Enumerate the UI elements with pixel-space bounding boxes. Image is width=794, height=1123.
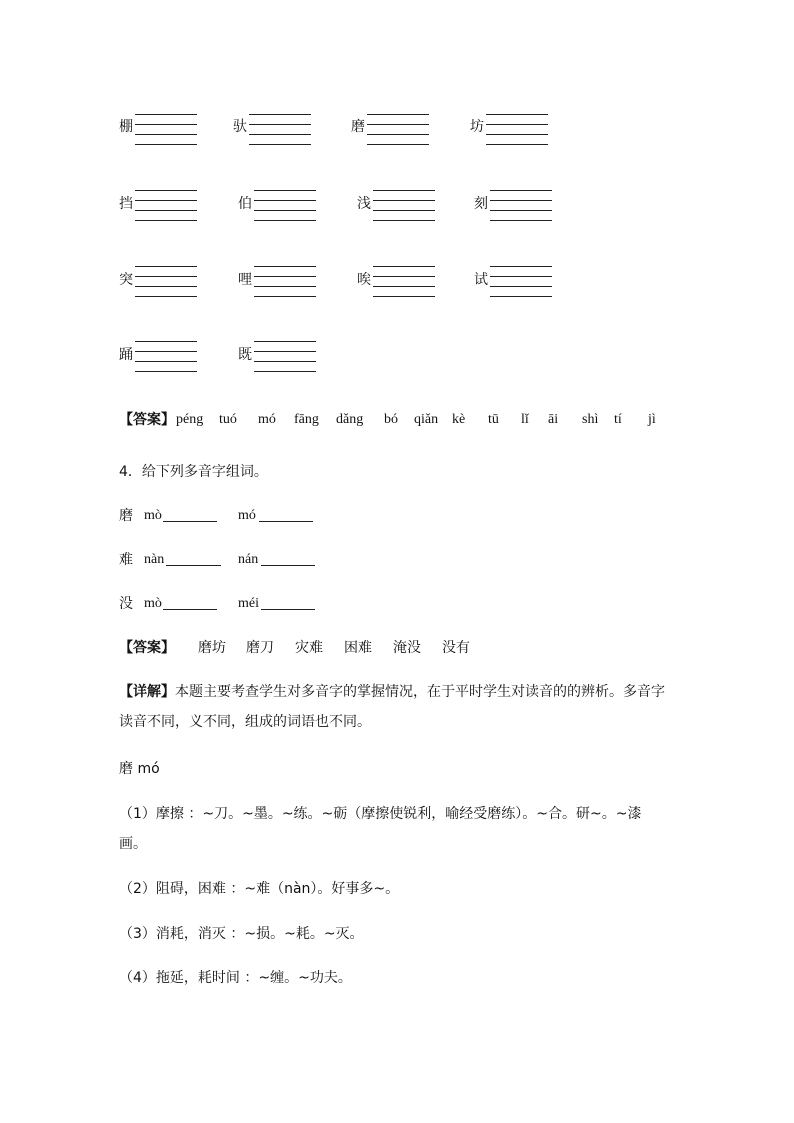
answer-blank[interactable] bbox=[166, 553, 221, 566]
polyphone-char: 没 bbox=[119, 596, 133, 612]
pinyin: tuó bbox=[219, 412, 237, 427]
detail-item: （1）摩擦 ：~刀。~墨。~练。~砺（摩擦使锐利，喻经受磨练）。~合。研~。~漆 bbox=[119, 806, 642, 822]
answer-1-line bbox=[119, 411, 175, 429]
pinyin: shì bbox=[582, 412, 599, 427]
grid-char: 既 bbox=[238, 347, 252, 363]
writing-lines[interactable] bbox=[254, 190, 316, 220]
pinyin: lǐ bbox=[521, 412, 529, 427]
pinyin: méi bbox=[238, 596, 259, 611]
pinyin: nán bbox=[238, 552, 259, 567]
pinyin: péng bbox=[176, 412, 204, 427]
answer-label: 【答案】 bbox=[119, 640, 175, 656]
detail-item: （4）拖延，耗时间 ：~缠。~功夫。 bbox=[119, 970, 352, 986]
pinyin: qiǎn bbox=[414, 412, 439, 427]
answer-word: 淹没 bbox=[393, 640, 421, 656]
writing-lines[interactable] bbox=[486, 114, 548, 144]
writing-lines[interactable] bbox=[490, 190, 552, 220]
detail-paragraph-line-2: 读音不同，义不同，组成的词语也不同。 bbox=[119, 714, 371, 730]
pinyin: āi bbox=[548, 412, 559, 427]
writing-lines[interactable] bbox=[135, 190, 197, 220]
answer-word: 没有 bbox=[442, 640, 470, 656]
writing-lines[interactable] bbox=[373, 190, 435, 220]
grid-char: 唉 bbox=[357, 272, 371, 288]
answer-blank[interactable] bbox=[261, 597, 315, 610]
pinyin: kè bbox=[452, 412, 466, 427]
writing-lines[interactable] bbox=[373, 266, 435, 296]
answer-word: 困难 bbox=[344, 640, 372, 656]
answer-blank[interactable] bbox=[163, 509, 217, 522]
pinyin: fāng bbox=[294, 412, 319, 427]
pinyin: nàn bbox=[144, 552, 165, 567]
answer-word: 磨刀 bbox=[246, 640, 274, 656]
writing-lines[interactable] bbox=[135, 114, 197, 144]
answer-blank[interactable] bbox=[261, 553, 315, 566]
writing-lines[interactable] bbox=[254, 266, 316, 296]
detail-heading: 磨 mó bbox=[119, 761, 160, 777]
polyphone-char: 难 bbox=[119, 552, 133, 568]
pinyin: jì bbox=[648, 412, 656, 427]
grid-char: 突 bbox=[119, 272, 133, 288]
grid-char: 挡 bbox=[119, 196, 133, 212]
grid-char: 磨 bbox=[351, 119, 365, 135]
detail-item-continuation: 画。 bbox=[119, 836, 147, 852]
writing-lines[interactable] bbox=[254, 341, 316, 371]
pinyin: tí bbox=[614, 412, 622, 427]
answer-blank[interactable] bbox=[163, 597, 217, 610]
polyphone-char: 磨 bbox=[119, 508, 133, 524]
grid-char: 哩 bbox=[238, 272, 252, 288]
detail-paragraph-line-1 bbox=[119, 683, 665, 701]
pinyin: mó bbox=[238, 508, 256, 523]
answer-word: 灾难 bbox=[295, 640, 323, 656]
pinyin: dǎng bbox=[336, 412, 364, 427]
writing-lines[interactable] bbox=[135, 266, 197, 296]
pinyin: mó bbox=[258, 412, 276, 427]
writing-lines[interactable] bbox=[135, 341, 197, 371]
writing-lines[interactable] bbox=[249, 114, 311, 144]
writing-lines[interactable] bbox=[367, 114, 429, 144]
pinyin: bó bbox=[384, 412, 398, 427]
writing-lines[interactable] bbox=[490, 266, 552, 296]
pinyin: tū bbox=[488, 412, 499, 427]
grid-char: 驮 bbox=[233, 119, 247, 135]
detail-item: （2）阻碍，困难 ：~难（nàn）。好事多~。 bbox=[119, 881, 400, 897]
detail-item: （3）消耗，消灭 ：~损。~耗。~灭。 bbox=[119, 926, 364, 942]
answer-blank[interactable] bbox=[259, 509, 313, 522]
pinyin: mò bbox=[144, 508, 162, 523]
grid-char: 试 bbox=[474, 272, 488, 288]
detail-label: 【详解】 bbox=[119, 684, 175, 700]
grid-char: 棚 bbox=[119, 119, 133, 135]
grid-char: 踊 bbox=[119, 347, 133, 363]
question-4-title: 4．给下列多音字组词。 bbox=[119, 464, 268, 480]
pinyin: mò bbox=[144, 596, 162, 611]
grid-char: 刻 bbox=[474, 196, 488, 212]
answer-word: 磨坊 bbox=[198, 640, 226, 656]
detail-text: 本题主要考查学生对多音字的掌握情况，在于平时学生对读音的的辨析。多音字 bbox=[175, 684, 665, 700]
grid-char: 浅 bbox=[357, 196, 371, 212]
grid-char: 坊 bbox=[470, 119, 484, 135]
grid-char: 伯 bbox=[238, 196, 252, 212]
answer-label: 【答案】 bbox=[119, 412, 175, 428]
